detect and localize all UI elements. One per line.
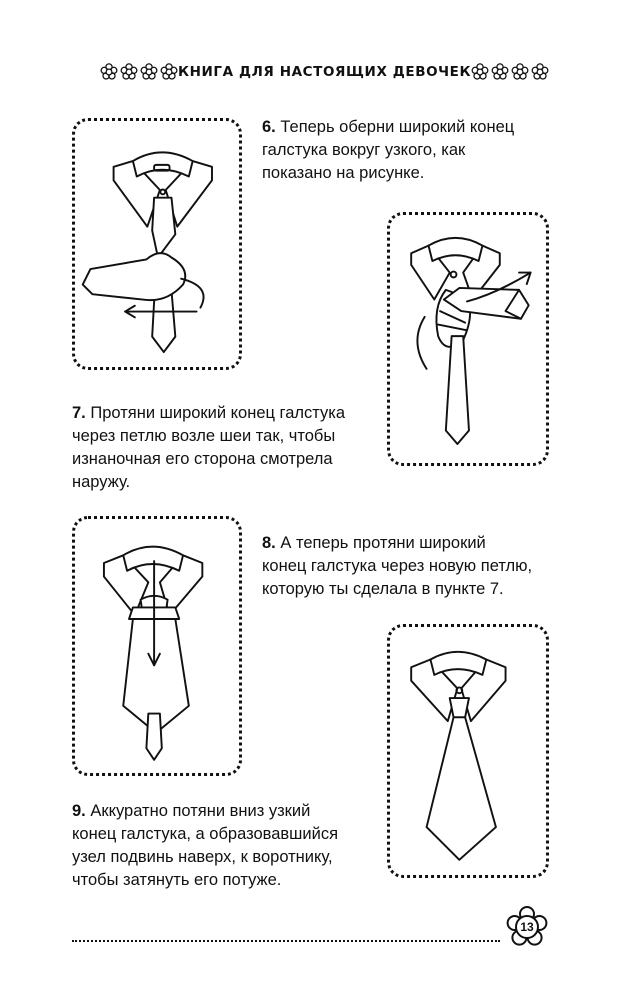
text-line: 8. А теперь протяни широкий xyxy=(262,534,486,552)
text-line: 7. Протяни широкий конец галстука xyxy=(72,404,346,422)
flower-icon xyxy=(531,63,549,81)
text-line: изнаночная его сторона смотрела xyxy=(72,450,333,468)
flower-icon xyxy=(160,63,178,81)
step-8-text xyxy=(262,532,562,601)
text-line: которую ты сделала в пункте 7. xyxy=(262,580,504,598)
header-flowers-left xyxy=(100,63,178,81)
text-line: чтобы затянуть его потуже. xyxy=(72,871,282,889)
header-flowers-right xyxy=(471,63,549,81)
step-7-text xyxy=(72,402,382,494)
step-number: 8. xyxy=(262,534,276,552)
flower-icon xyxy=(491,63,509,81)
step-9-frame xyxy=(387,624,549,878)
text-line: конец галстука, а образовавшийся xyxy=(72,825,339,843)
step-8-frame xyxy=(72,516,242,776)
flower-icon xyxy=(120,63,138,81)
header-title: КНИГА ДЛЯ НАСТОЯЩИХ ДЕВОЧЕК xyxy=(178,64,472,80)
text-line: через петлю возле шеи так, чтобы xyxy=(72,427,336,445)
text-line: 6. Теперь оберни широкий конец xyxy=(262,118,515,136)
page-number-badge xyxy=(505,905,549,949)
step-9-text xyxy=(72,800,382,892)
step-number: 7. xyxy=(72,404,86,422)
text-line: 9. Аккуратно потяни вниз узкий xyxy=(72,802,311,820)
step-number: 9. xyxy=(72,802,86,820)
text-line: галстука вокруг узкого, как xyxy=(262,141,466,159)
tie-step-6-illustration xyxy=(75,121,239,367)
flower-icon xyxy=(140,63,158,81)
step-6-frame xyxy=(72,118,242,370)
footer-divider xyxy=(72,940,500,942)
flower-icon xyxy=(511,63,529,81)
page-header xyxy=(100,58,540,86)
tie-step-8-illustration xyxy=(75,519,239,773)
step-7-frame xyxy=(387,212,549,466)
tie-step-9-illustration xyxy=(390,627,546,875)
text-line: наружу. xyxy=(72,473,131,491)
flower-icon xyxy=(100,63,118,81)
page-number: 13 xyxy=(520,920,534,934)
text-line: узел подвинь наверх, к воротнику, xyxy=(72,848,333,866)
step-number: 6. xyxy=(262,118,276,136)
text-line: конец галстука через новую петлю, xyxy=(262,557,533,575)
text-line: показано на рисунке. xyxy=(262,164,425,182)
tie-step-7-illustration xyxy=(390,215,546,463)
step-6-text xyxy=(262,116,562,185)
flower-icon xyxy=(471,63,489,81)
